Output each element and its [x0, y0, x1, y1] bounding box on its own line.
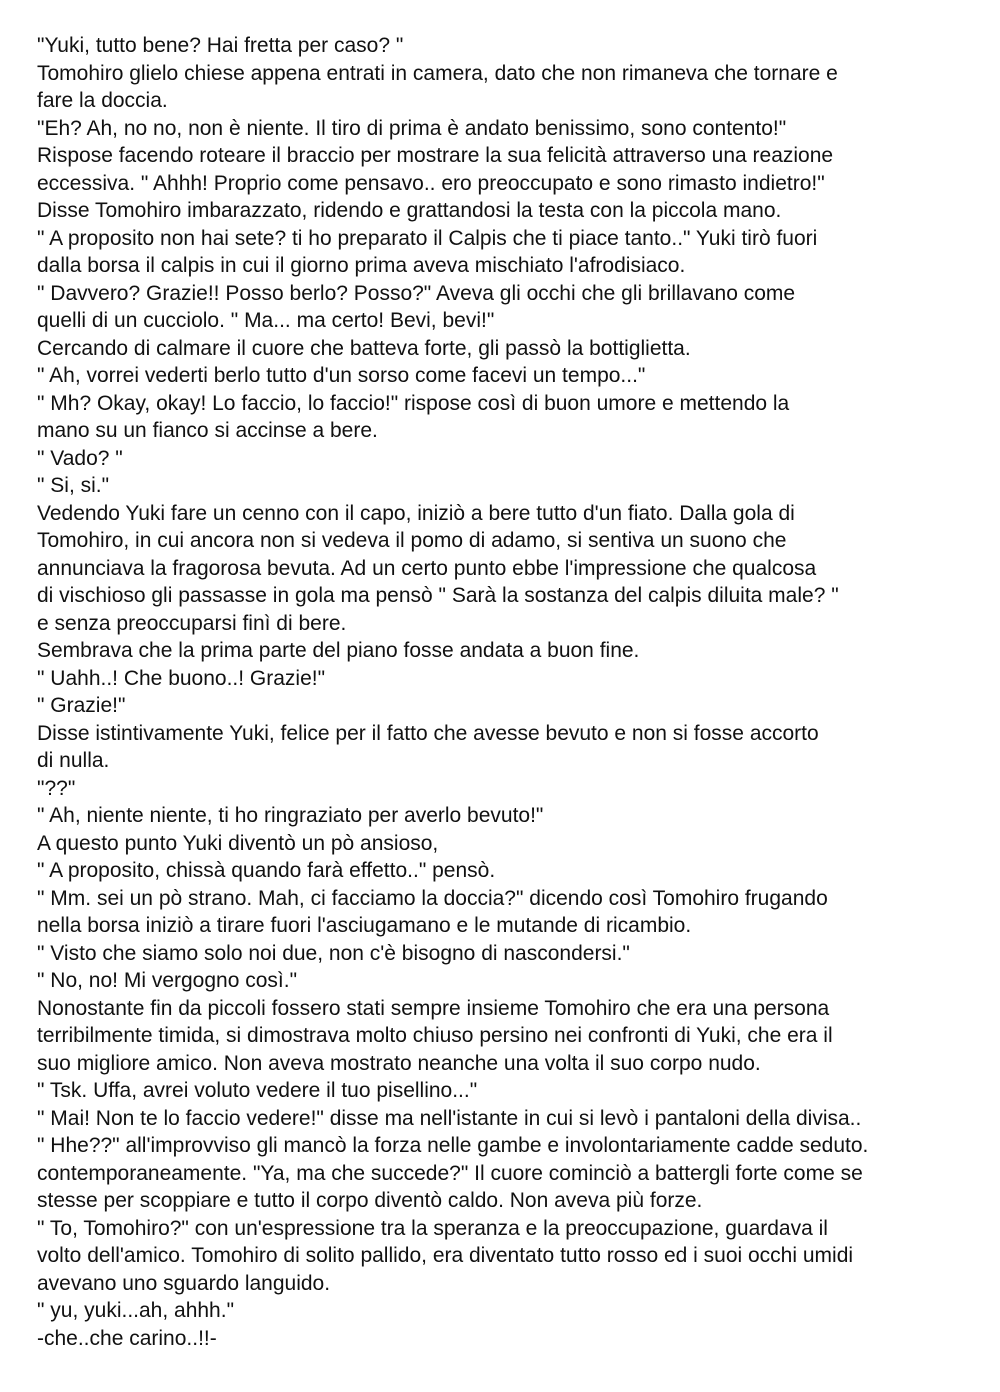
text-line: suo migliore amico. Non aveva mostrato neanche una volta il suo corpo nudo.	[37, 1051, 761, 1075]
text-line: stesse per scoppiare e tutto il corpo diventò caldo. Non aveva più forze.	[37, 1189, 703, 1212]
text-line: A questo punto Yuki diventò un pò ansioso,	[37, 831, 439, 855]
text-line: Tomohiro, in cui ancora non si vedeva il pomo di adamo, si sentiva un suono che	[37, 529, 787, 552]
text-line: " Hhe??" all'improvviso gli mancò la forza nelle gambe e involontariamente cadde seduto.	[37, 1134, 869, 1157]
text-line: annunciava la fragorosa bevuta. Ad un certo punto ebbe l'impressione che qualcosa	[37, 556, 817, 580]
text-line: " Ah, niente niente, ti ho ringraziato per averlo bevuto!"	[37, 804, 544, 827]
text-line: contemporaneamente. "Ya, ma che succede?" Il cuore cominciò a battergli forte come se	[37, 1161, 863, 1185]
document-page	[37, 32, 987, 1352]
text-line: " Ah, vorrei vederti berlo tutto d'un sorso come facevi un tempo..."	[37, 364, 646, 387]
text-line: Cercando di calmare il cuore che batteva forte, gli passò la bottiglietta.	[37, 336, 691, 360]
text-line: "Eh? Ah, no no, non è niente. Il tiro di prima è andato benissimo, sono contento!"	[37, 116, 787, 140]
text-line: Tomohiro glielo chiese appena entrati in camera, dato che non rimaneva che tornare e	[37, 61, 838, 85]
text-line: Sembrava che la prima parte del piano fosse andata a buon fine.	[37, 639, 640, 662]
text-line: Disse Tomohiro imbarazzato, ridendo e grattandosi la testa con la piccola mano.	[37, 199, 782, 222]
text-line: quelli di un cucciolo. " Ma... ma certo! Bevi, bevi!"	[37, 309, 495, 332]
text-line: mano su un fianco si accinse a bere.	[37, 419, 378, 442]
text-line: Nonostante fin da piccoli fossero stati sempre insieme Tomohiro che era una persona	[37, 996, 830, 1020]
text-line: " To, Tomohiro?" con un'espressione tra la speranza e la preoccupazione, guardava il	[37, 1216, 828, 1240]
text-line: " Davvero? Grazie!! Posso berlo? Posso?" Aveva gli occhi che gli brillavano come	[37, 281, 796, 305]
text-line: dalla borsa il calpis in cui il giorno prima aveva mischiato l'afrodisiaco.	[37, 254, 686, 277]
text-line: " Uahh..! Che buono..! Grazie!"	[37, 666, 326, 690]
text-line: " No, no! Mi vergogno così."	[37, 969, 298, 992]
text-line: volto dell'amico. Tomohiro di solito pallido, era diventato tutto rosso ed i suoi occhi umidi	[37, 1244, 854, 1267]
text-line: " Visto che siamo solo noi due, non c'è bisogno di nascondersi."	[37, 941, 630, 965]
text-line: terribilmente timida, si dimostrava molto chiuso persino nei confronti di Yuki, che era il	[37, 1024, 833, 1047]
text-line: " Vado? "	[37, 446, 123, 470]
text-line: " A proposito non hai sete? ti ho preparato il Calpis che ti piace tanto.." Yuki tirò fuori	[37, 226, 818, 250]
text-line: eccessiva. " Ahhh! Proprio come pensavo.. ero preoccupato e sono rimasto indietro!"	[37, 171, 825, 195]
text-line: " Mm. sei un pò strano. Mah, ci facciamo la doccia?" dicendo così Tomohiro frugando	[37, 886, 828, 910]
text-line: " Si, si."	[37, 474, 110, 497]
text-line: " yu, yuki...ah, ahhh."	[37, 1299, 235, 1322]
text-line: " A proposito, chissà quando farà effetto.." pensò.	[37, 859, 496, 882]
text-line: "Yuki, tutto bene? Hai fretta per caso? "	[37, 34, 404, 57]
text-line: di nulla.	[37, 749, 110, 772]
text-line: " Grazie!"	[37, 694, 126, 717]
text-line: e senza preoccuparsi finì di bere.	[37, 611, 347, 635]
text-line: " Mh? Okay, okay! Lo faccio, lo faccio!" rispose così di buon umore e mettendo la	[37, 391, 790, 415]
text-line: Rispose facendo roteare il braccio per mostrare la sua felicità attraverso una reazione	[37, 144, 834, 167]
text-line: Vedendo Yuki fare un cenno con il capo, iniziò a bere tutto d'un fiato. Dalla gola di	[37, 501, 795, 525]
text-line: "??"	[37, 776, 76, 800]
text-line: fare la doccia.	[37, 89, 168, 112]
text-line: " Tsk. Uffa, avrei voluto vedere il tuo pisellino..."	[37, 1079, 478, 1102]
text-line: di vischioso gli passasse in gola ma pensò " Sarà la sostanza del calpis diluita male? "	[37, 584, 839, 607]
text-line: avevano uno sguardo languido.	[37, 1271, 331, 1295]
text-line: nella borsa iniziò a tirare fuori l'asciugamano e le mutande di ricambio.	[37, 914, 692, 937]
text-line: -che..che carino..!!-	[37, 1326, 217, 1350]
text-line: Disse istintivamente Yuki, felice per il fatto che avesse bevuto e non si fosse accorto	[37, 721, 819, 745]
text-line: " Mai! Non te lo faccio vedere!" disse ma nell'istante in cui si levò i pantaloni della divisa..	[37, 1106, 862, 1130]
